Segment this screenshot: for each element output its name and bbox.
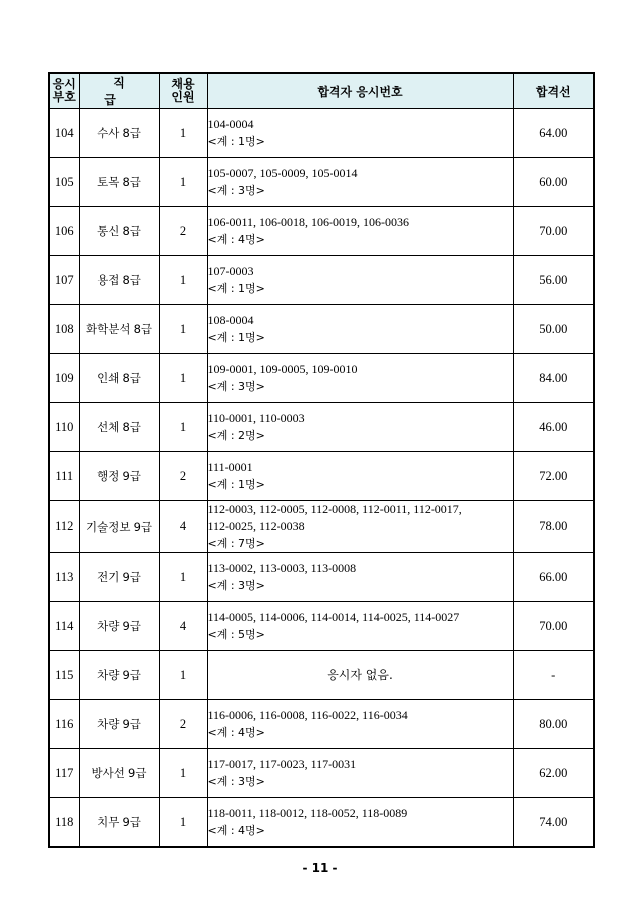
table-row bbox=[49, 749, 594, 798]
applicant-code: 108 bbox=[49, 305, 79, 354]
applicant-code: 110 bbox=[49, 403, 79, 452]
total-count: <계 : 3명> bbox=[207, 380, 265, 393]
header-count: 채용 인원 bbox=[159, 73, 207, 109]
job-title: 차량 bbox=[97, 619, 120, 633]
job-title: 선체 bbox=[97, 420, 120, 434]
applicant-ids: 107-0003 bbox=[207, 264, 254, 278]
cutoff-score: 72.00 bbox=[513, 452, 594, 501]
applicant-ids: 111-0001 bbox=[207, 460, 253, 474]
ids-cell bbox=[207, 109, 513, 158]
job-title: 기술정보 bbox=[86, 519, 131, 534]
job-title: 인쇄 bbox=[97, 371, 120, 385]
ids-cell bbox=[207, 207, 513, 256]
applicant-ids: 117-0017, 117-0023, 117-0031 bbox=[207, 757, 357, 771]
hire-count: 1 bbox=[159, 749, 207, 798]
table-row bbox=[49, 798, 594, 848]
no-applicant-note: 응시자 없음. bbox=[207, 651, 513, 700]
table-row bbox=[49, 602, 594, 651]
hire-count: 1 bbox=[159, 354, 207, 403]
table-row bbox=[49, 305, 594, 354]
header-grade: 직 급 bbox=[79, 73, 159, 109]
applicant-ids: 108-0004 bbox=[207, 313, 254, 327]
hire-count: 1 bbox=[159, 651, 207, 700]
grade-cell bbox=[79, 158, 159, 207]
cutoff-score: 80.00 bbox=[513, 700, 594, 749]
table-row bbox=[49, 553, 594, 602]
cutoff-score: 60.00 bbox=[513, 158, 594, 207]
cutoff-score: 56.00 bbox=[513, 256, 594, 305]
applicant-ids: 109-0001, 109-0005, 109-0010 bbox=[207, 362, 358, 376]
hire-count: 1 bbox=[159, 256, 207, 305]
ids-cell bbox=[207, 553, 513, 602]
ids-cell bbox=[207, 798, 513, 848]
table-row bbox=[49, 501, 594, 553]
job-title: 행정 bbox=[97, 469, 120, 483]
grade-cell bbox=[79, 452, 159, 501]
total-count: <계 : 2명> bbox=[207, 429, 265, 442]
header-score: 합격선 bbox=[513, 73, 594, 109]
applicant-code: 113 bbox=[49, 553, 79, 602]
total-count: <계 : 4명> bbox=[207, 726, 265, 739]
applicant-code: 109 bbox=[49, 354, 79, 403]
applicant-ids: 106-0011, 106-0018, 106-0019, 106-0036 bbox=[207, 215, 410, 229]
grade-cell bbox=[79, 501, 159, 553]
table-row bbox=[49, 158, 594, 207]
job-grade: 9급 bbox=[122, 668, 141, 682]
hire-count: 2 bbox=[159, 452, 207, 501]
total-count: <계 : 4명> bbox=[207, 233, 265, 246]
job-title: 치무 bbox=[97, 815, 120, 829]
cutoff-score: 50.00 bbox=[513, 305, 594, 354]
grade-cell bbox=[79, 305, 159, 354]
page-number: - 11 - bbox=[302, 861, 338, 875]
applicant-code: 104 bbox=[49, 109, 79, 158]
applicant-ids: 112-0025, 112-0038 bbox=[207, 519, 305, 533]
cutoff-score: 66.00 bbox=[513, 553, 594, 602]
applicant-code: 106 bbox=[49, 207, 79, 256]
ids-cell bbox=[207, 501, 513, 553]
applicant-ids: 118-0011, 118-0012, 118-0052, 118-0089 bbox=[207, 806, 408, 820]
cutoff-score: 62.00 bbox=[513, 749, 594, 798]
job-grade: 9급 bbox=[122, 815, 141, 829]
ids-cell bbox=[207, 256, 513, 305]
applicant-code: 117 bbox=[49, 749, 79, 798]
hire-count: 2 bbox=[159, 700, 207, 749]
job-title: 방사선 bbox=[91, 766, 125, 780]
applicant-ids: 105-0007, 105-0009, 105-0014 bbox=[207, 166, 358, 180]
job-title: 수사 bbox=[97, 126, 120, 140]
job-grade: 8급 bbox=[122, 371, 141, 385]
job-title: 용접 bbox=[97, 273, 120, 287]
total-count: <계 : 1명> bbox=[207, 135, 265, 148]
job-title: 화학분석 bbox=[86, 322, 131, 336]
total-count: <계 : 3명> bbox=[207, 579, 265, 592]
job-grade: 9급 bbox=[122, 619, 141, 633]
applicant-code: 111 bbox=[49, 452, 79, 501]
hire-count: 2 bbox=[159, 207, 207, 256]
job-grade: 8급 bbox=[122, 175, 141, 189]
total-count: <계 : 3명> bbox=[207, 775, 265, 788]
applicant-ids: 114-0005, 114-0006, 114-0014, 114-0025, 114-0027 bbox=[207, 610, 460, 624]
applicant-ids: 110-0001, 110-0003 bbox=[207, 411, 305, 425]
grade-cell bbox=[79, 256, 159, 305]
hire-count: 1 bbox=[159, 403, 207, 452]
cutoff-score: 70.00 bbox=[513, 207, 594, 256]
grade-cell bbox=[79, 553, 159, 602]
grade-cell bbox=[79, 207, 159, 256]
cutoff-score: - bbox=[513, 651, 594, 700]
header-row bbox=[49, 73, 594, 109]
hire-count: 1 bbox=[159, 158, 207, 207]
ids-cell bbox=[207, 452, 513, 501]
cutoff-score: 84.00 bbox=[513, 354, 594, 403]
applicant-ids: 113-0002, 113-0003, 113-0008 bbox=[207, 561, 357, 575]
job-grade: 9급 bbox=[122, 570, 141, 584]
job-grade: 8급 bbox=[122, 420, 141, 434]
hire-count: 1 bbox=[159, 553, 207, 602]
table-row bbox=[49, 700, 594, 749]
table-row bbox=[49, 109, 594, 158]
total-count: <계 : 3명> bbox=[207, 184, 265, 197]
table-row bbox=[49, 256, 594, 305]
cutoff-score: 46.00 bbox=[513, 403, 594, 452]
total-count: <계 : 1명> bbox=[207, 331, 265, 344]
job-grade: 8급 bbox=[122, 126, 141, 140]
job-grade: 9급 bbox=[133, 519, 152, 534]
ids-cell bbox=[207, 354, 513, 403]
job-grade: 8급 bbox=[122, 224, 141, 238]
total-count: <계 : 4명> bbox=[207, 824, 265, 837]
grade-cell bbox=[79, 354, 159, 403]
job-title: 전기 bbox=[97, 570, 120, 584]
job-title: 차량 bbox=[97, 717, 120, 731]
applicant-code: 115 bbox=[49, 651, 79, 700]
job-grade: 9급 bbox=[122, 717, 141, 731]
table-row bbox=[49, 651, 594, 700]
results-table bbox=[48, 72, 595, 848]
job-grade: 9급 bbox=[122, 469, 141, 483]
ids-cell bbox=[207, 305, 513, 354]
hire-count: 4 bbox=[159, 602, 207, 651]
applicant-code: 114 bbox=[49, 602, 79, 651]
applicant-ids: 116-0006, 116-0008, 116-0022, 116-0034 bbox=[207, 708, 408, 722]
job-grade: 8급 bbox=[133, 322, 152, 336]
hire-count: 1 bbox=[159, 798, 207, 848]
total-count: <계 : 1명> bbox=[207, 282, 265, 295]
grade-cell bbox=[79, 798, 159, 848]
grade-cell bbox=[79, 651, 159, 700]
grade-cell bbox=[79, 109, 159, 158]
header-ids: 합격자 응시번호 bbox=[207, 73, 513, 109]
header-no: 응시 부호 bbox=[49, 73, 79, 109]
grade-cell bbox=[79, 403, 159, 452]
cutoff-score: 64.00 bbox=[513, 109, 594, 158]
hire-count: 1 bbox=[159, 109, 207, 158]
applicant-code: 112 bbox=[49, 501, 79, 553]
hire-count: 4 bbox=[159, 501, 207, 553]
table-row bbox=[49, 452, 594, 501]
applicant-code: 105 bbox=[49, 158, 79, 207]
applicant-code: 118 bbox=[49, 798, 79, 848]
total-count: <계 : 7명> bbox=[207, 537, 265, 550]
job-title: 통신 bbox=[97, 224, 120, 238]
table-row bbox=[49, 354, 594, 403]
total-count: <계 : 1명> bbox=[207, 478, 265, 491]
applicant-code: 116 bbox=[49, 700, 79, 749]
cutoff-score: 78.00 bbox=[513, 501, 594, 553]
applicant-ids: 104-0004 bbox=[207, 117, 254, 131]
table-row bbox=[49, 403, 594, 452]
job-title: 차량 bbox=[97, 668, 120, 682]
ids-cell bbox=[207, 749, 513, 798]
table-row bbox=[49, 207, 594, 256]
hire-count: 1 bbox=[159, 305, 207, 354]
cutoff-score: 70.00 bbox=[513, 602, 594, 651]
grade-cell bbox=[79, 602, 159, 651]
ids-cell bbox=[207, 403, 513, 452]
job-title: 토목 bbox=[97, 175, 120, 189]
job-grade: 8급 bbox=[122, 273, 141, 287]
grade-cell bbox=[79, 700, 159, 749]
cutoff-score: 74.00 bbox=[513, 798, 594, 848]
applicant-ids: 112-0003, 112-0005, 112-0008, 112-0011, 112-0017, bbox=[207, 502, 462, 516]
job-grade: 9급 bbox=[128, 766, 147, 780]
total-count: <계 : 5명> bbox=[207, 628, 265, 641]
ids-cell bbox=[207, 158, 513, 207]
ids-cell bbox=[207, 602, 513, 651]
ids-cell bbox=[207, 700, 513, 749]
applicant-code: 107 bbox=[49, 256, 79, 305]
grade-cell bbox=[79, 749, 159, 798]
